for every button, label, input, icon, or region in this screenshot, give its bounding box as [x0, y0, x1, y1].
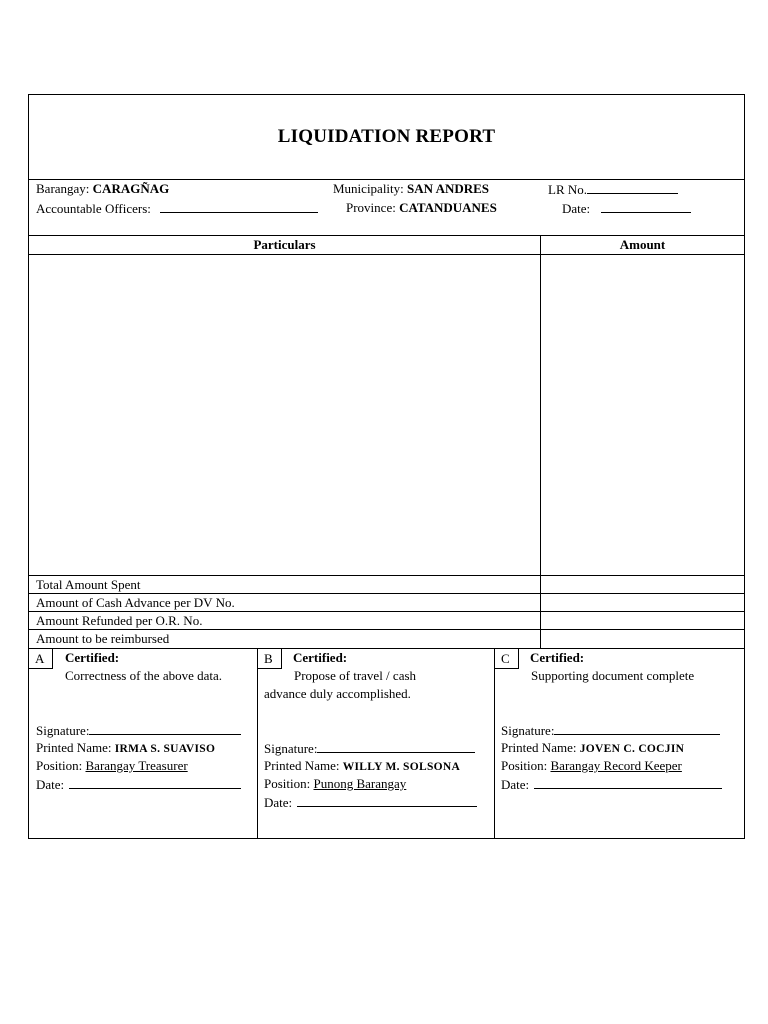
certification-section [28, 649, 745, 839]
signature-label: Signature: [501, 723, 555, 738]
summary-row: Amount to be reimbursed [36, 631, 170, 646]
printed-name-label: Printed Name: [264, 758, 340, 773]
cert-date-field[interactable] [501, 776, 722, 793]
position-value: Barangay Record Keeper [550, 758, 682, 773]
position-label: Position: [36, 758, 83, 773]
signature-label: Signature: [264, 741, 318, 756]
amount-cell[interactable] [541, 630, 744, 648]
municipality-field [333, 181, 489, 197]
summary-row: Total Amount Spent [29, 576, 540, 594]
cert-date-line[interactable] [297, 794, 477, 807]
position-value: Barangay Treasurer [85, 758, 188, 773]
lr-no-line[interactable] [587, 181, 678, 194]
printed-name: IRMA S. SUAVISO [114, 743, 216, 755]
barangay-field [36, 181, 169, 197]
particulars-body[interactable] [29, 255, 540, 576]
municipality-label: Municipality: [333, 181, 404, 196]
title-section [28, 94, 745, 180]
date-line[interactable] [601, 200, 691, 213]
printed-name-field [36, 740, 215, 756]
summary-row: Amount of Cash Advance per DV No. [29, 594, 540, 612]
liquidation-report-form [28, 94, 745, 839]
position-field [264, 776, 406, 792]
certification-a [29, 649, 258, 838]
cert-date-line[interactable] [69, 776, 241, 789]
signature-line[interactable] [554, 722, 720, 735]
amount-body[interactable] [541, 255, 744, 576]
province-label: Province: [346, 200, 396, 215]
signature-field[interactable] [501, 722, 720, 739]
header-info [28, 180, 745, 236]
cert-letter: B [258, 649, 282, 669]
signature-line[interactable] [317, 740, 475, 753]
cert-date-field[interactable] [36, 776, 241, 793]
accountable-officers-field[interactable] [36, 200, 318, 217]
lr-no-field[interactable] [548, 181, 678, 198]
cert-title: Certified: [293, 650, 348, 665]
cert-letter: A [29, 649, 53, 669]
amount-cell[interactable] [541, 576, 744, 594]
amount-header: Amount [541, 236, 744, 255]
certification-c [495, 649, 744, 838]
printed-name-label: Printed Name: [36, 740, 112, 755]
cert-letter: C [495, 649, 519, 669]
particulars-table [28, 236, 745, 649]
particulars-column [29, 236, 541, 648]
certification-b [258, 649, 495, 838]
summary-row: Amount Refunded per O.R. No. [29, 612, 540, 630]
report-title: LIQUIDATION REPORT [277, 126, 496, 147]
province-value: CATANDUANES [399, 200, 497, 215]
position-label: Position: [501, 758, 548, 773]
printed-name: JOVEN C. COCJIN [579, 743, 685, 755]
position-value: Punong Barangay [313, 776, 407, 791]
signature-field[interactable] [36, 722, 241, 739]
amount-cell[interactable] [541, 612, 744, 630]
signature-label: Signature: [36, 723, 90, 738]
particulars-header: Particulars [29, 236, 540, 255]
printed-name-label: Printed Name: [501, 740, 577, 755]
cert-title: Certified: [65, 650, 120, 665]
cert-date-line[interactable] [534, 776, 722, 789]
position-label: Position: [264, 776, 311, 791]
accountable-officers-line[interactable] [160, 200, 318, 213]
date-field[interactable] [562, 200, 691, 217]
municipality-value: SAN ANDRES [407, 181, 490, 196]
cert-title: Certified: [530, 650, 585, 665]
signature-line[interactable] [89, 722, 241, 735]
barangay-label: Barangay: [36, 181, 90, 196]
cert-text: Propose of travel / cash [294, 668, 417, 683]
province-field [346, 200, 497, 216]
cert-date-label: Date: [264, 795, 293, 810]
cert-text: Correctness of the above data. [65, 668, 223, 683]
printed-name-field [501, 740, 684, 756]
cert-date-field[interactable] [264, 794, 477, 811]
accountable-officers-label: Accountable Officers: [36, 201, 151, 216]
printed-name-field [264, 758, 460, 774]
position-field [501, 758, 682, 774]
printed-name: WILLY M. SOLSONA [342, 761, 461, 773]
cert-date-label: Date: [501, 777, 530, 792]
amount-column [541, 236, 744, 648]
cert-date-label: Date: [36, 777, 65, 792]
cert-text-continued: advance duly accomplished. [264, 686, 411, 701]
date-label: Date: [562, 201, 591, 216]
barangay-value: CARAGÑAG [92, 181, 170, 196]
lr-no-label: LR No. [548, 182, 587, 197]
position-field [36, 758, 188, 774]
cert-text: Supporting document complete [531, 668, 695, 683]
signature-field[interactable] [264, 740, 475, 757]
amount-cell[interactable] [541, 594, 744, 612]
